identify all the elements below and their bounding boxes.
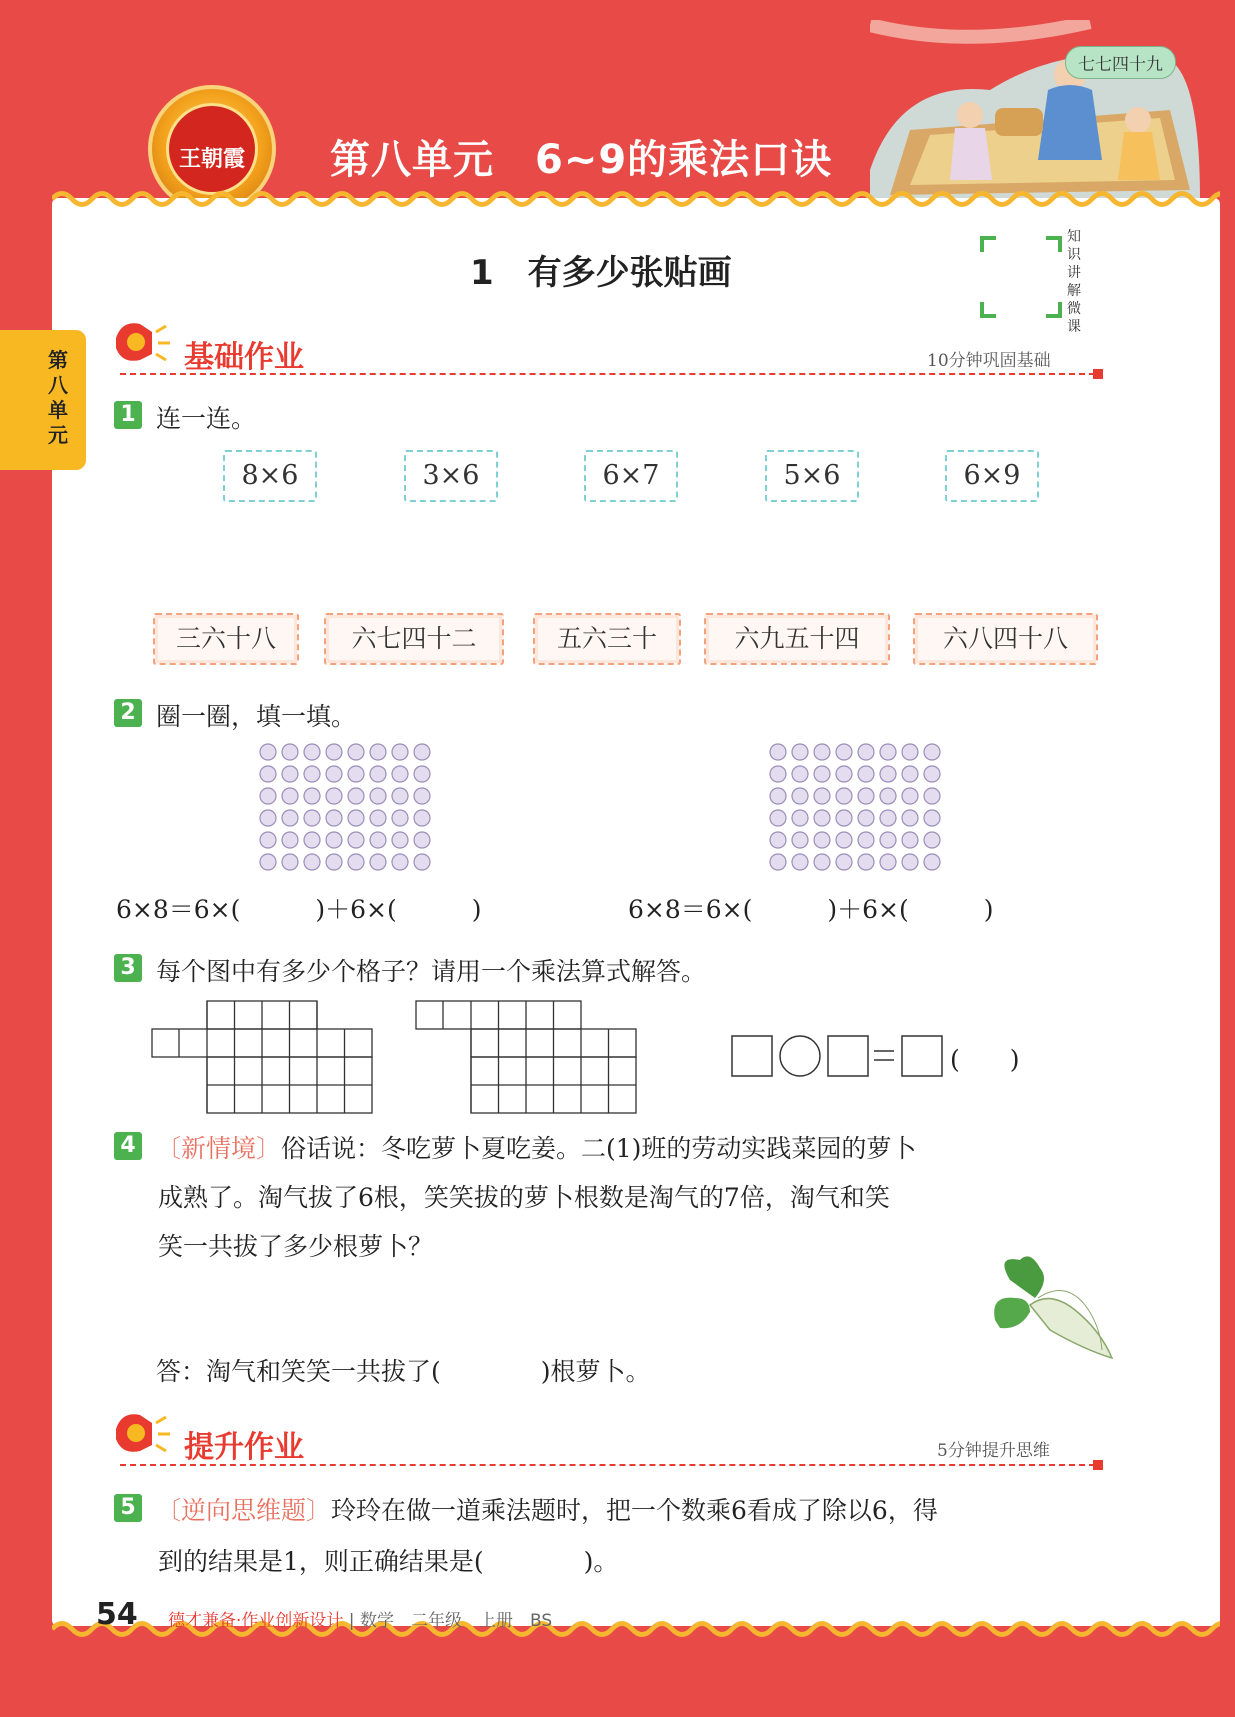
megaphone-icon bbox=[112, 318, 172, 368]
dot bbox=[924, 832, 940, 848]
dot bbox=[304, 744, 320, 760]
dot bbox=[414, 854, 430, 870]
dot bbox=[260, 766, 276, 782]
dot bbox=[304, 854, 320, 870]
dot bbox=[792, 854, 808, 870]
verse-box[interactable]: 六八四十八 bbox=[913, 613, 1098, 665]
section-advanced-divider bbox=[120, 1464, 1095, 1466]
dot bbox=[414, 788, 430, 804]
dot bbox=[414, 744, 430, 760]
dot-array[interactable] bbox=[258, 742, 432, 874]
dot bbox=[770, 854, 786, 870]
dot bbox=[814, 832, 830, 848]
dot bbox=[880, 788, 896, 804]
dot bbox=[348, 744, 364, 760]
dot bbox=[858, 744, 874, 760]
dot bbox=[792, 744, 808, 760]
dot bbox=[792, 832, 808, 848]
dot bbox=[370, 744, 386, 760]
dot bbox=[880, 766, 896, 782]
megaphone-icon bbox=[112, 1409, 172, 1459]
section-advanced-title: 提升作业 bbox=[184, 1430, 304, 1465]
dot bbox=[304, 766, 320, 782]
question-text-line[interactable]: 到的结果是1，则正确结果是( )。 bbox=[158, 1547, 619, 1576]
scene-label: 七七四十九 bbox=[1065, 46, 1176, 79]
qr-frame-icon bbox=[980, 236, 1062, 318]
dot bbox=[902, 766, 918, 782]
dot bbox=[348, 766, 364, 782]
dot bbox=[902, 810, 918, 826]
dot bbox=[326, 744, 342, 760]
dot bbox=[792, 810, 808, 826]
dot bbox=[414, 810, 430, 826]
dot bbox=[924, 854, 940, 870]
dot bbox=[326, 788, 342, 804]
dot bbox=[392, 744, 408, 760]
verse-box[interactable]: 三六十八 bbox=[153, 613, 299, 665]
dot bbox=[326, 854, 342, 870]
dot bbox=[814, 854, 830, 870]
dot bbox=[770, 832, 786, 848]
dot bbox=[304, 788, 320, 804]
equation-template[interactable] bbox=[730, 1034, 945, 1078]
grid-figure-2 bbox=[414, 1000, 638, 1114]
dot bbox=[260, 832, 276, 848]
question-text-line bbox=[156, 1129, 916, 1165]
dot bbox=[902, 832, 918, 848]
equation-left[interactable]: 6×8＝6×( )＋6×( ) bbox=[116, 895, 482, 924]
dot bbox=[282, 810, 298, 826]
verse-box[interactable]: 六七四十二 bbox=[324, 613, 504, 665]
dot bbox=[836, 854, 852, 870]
dot bbox=[924, 788, 940, 804]
dot bbox=[392, 832, 408, 848]
dot bbox=[370, 788, 386, 804]
dot bbox=[770, 744, 786, 760]
dot bbox=[902, 854, 918, 870]
dot bbox=[326, 810, 342, 826]
dot bbox=[924, 766, 940, 782]
expression-box[interactable]: 6×9 bbox=[945, 450, 1039, 502]
dot bbox=[858, 832, 874, 848]
dot bbox=[858, 788, 874, 804]
dot bbox=[370, 766, 386, 782]
dot bbox=[858, 766, 874, 782]
question-number: 3 bbox=[114, 954, 142, 982]
dot bbox=[348, 810, 364, 826]
dot bbox=[304, 832, 320, 848]
dot bbox=[814, 744, 830, 760]
question-text-line: 成熟了。淘气拔了6根，笑笑拔的萝卜根数是淘气的7倍，淘气和笑 bbox=[158, 1183, 890, 1212]
dot bbox=[370, 832, 386, 848]
dot bbox=[836, 788, 852, 804]
dot bbox=[814, 766, 830, 782]
dot bbox=[792, 766, 808, 782]
dot bbox=[836, 766, 852, 782]
book-series: 德才兼备·作业创新设计 bbox=[168, 1611, 344, 1631]
dot bbox=[260, 810, 276, 826]
section-advanced-subtitle: 5分钟提升思维 bbox=[937, 1441, 1050, 1461]
dot bbox=[348, 788, 364, 804]
dot bbox=[282, 832, 298, 848]
dot bbox=[326, 832, 342, 848]
question-number: 2 bbox=[114, 699, 142, 727]
dot bbox=[858, 810, 874, 826]
section-basic-title: 基础作业 bbox=[184, 340, 304, 375]
dot bbox=[858, 854, 874, 870]
verse-box[interactable]: 六九五十四 bbox=[704, 613, 890, 665]
dot bbox=[880, 854, 896, 870]
question-number: 5 bbox=[114, 1494, 142, 1522]
dot bbox=[260, 788, 276, 804]
question-number: 4 bbox=[114, 1132, 142, 1160]
dot bbox=[770, 766, 786, 782]
section-advanced-divider-end bbox=[1093, 1460, 1103, 1470]
micro-course-label: 知识讲解微课 bbox=[1067, 229, 1081, 335]
dot bbox=[924, 810, 940, 826]
section-basic-divider bbox=[120, 373, 1095, 375]
dot bbox=[414, 832, 430, 848]
verse-box[interactable]: 五六三十 bbox=[533, 613, 681, 665]
dot bbox=[770, 810, 786, 826]
dot bbox=[260, 744, 276, 760]
question-text: 玲玲在做一道乘法题时，把一个数乘6看成了除以6，得 bbox=[331, 1496, 938, 1525]
question-text: 俗话说：冬吃萝卜夏吃姜。二(1)班的劳动实践菜园的萝卜 bbox=[281, 1134, 917, 1163]
dot bbox=[902, 744, 918, 760]
expression-box[interactable]: 6×7 bbox=[584, 450, 678, 502]
dot bbox=[924, 744, 940, 760]
dot bbox=[348, 832, 364, 848]
dot bbox=[370, 854, 386, 870]
dot bbox=[792, 788, 808, 804]
dot bbox=[814, 810, 830, 826]
dot bbox=[392, 854, 408, 870]
section-basic-divider-end bbox=[1093, 369, 1103, 379]
side-tab bbox=[0, 330, 86, 470]
dot bbox=[880, 744, 896, 760]
dot bbox=[836, 832, 852, 848]
expression-box[interactable]: 3×6 bbox=[404, 450, 498, 502]
question-prompt: 每个图中有多少个格子？请用一个乘法算式解答。 bbox=[156, 957, 707, 986]
dot bbox=[880, 810, 896, 826]
wavy-border-top bbox=[52, 188, 1220, 210]
dot bbox=[392, 788, 408, 804]
book-subject: 数学 二年级 上册 BS bbox=[359, 1611, 553, 1631]
dot bbox=[414, 766, 430, 782]
dot bbox=[902, 788, 918, 804]
dot bbox=[348, 854, 364, 870]
side-tab-label: 第八单元 bbox=[48, 348, 68, 447]
dot bbox=[392, 766, 408, 782]
page-number: 54 bbox=[96, 1597, 138, 1632]
expression-box[interactable]: 5×6 bbox=[765, 450, 859, 502]
q4-answer[interactable]: 答：淘气和笑笑一共拔了( )根萝卜。 bbox=[156, 1357, 651, 1386]
logo-text: 王朝霞 bbox=[178, 146, 245, 172]
footer-caption: 德才兼备·作业创新设计 | 数学 二年级 上册 BS bbox=[168, 1611, 553, 1631]
dot bbox=[282, 766, 298, 782]
dot bbox=[836, 744, 852, 760]
question-text-line bbox=[156, 1491, 938, 1527]
dot bbox=[814, 788, 830, 804]
dot bbox=[282, 788, 298, 804]
dot bbox=[770, 788, 786, 804]
radish-illustration bbox=[990, 1250, 1120, 1365]
section-basic-subtitle: 10分钟巩固基础 bbox=[927, 351, 1051, 371]
lesson-title: 1 有多少张贴画 bbox=[470, 253, 732, 293]
grid-answer-blank[interactable]: ( ) bbox=[950, 1045, 1020, 1074]
question-tag: 〔逆向思维题〕 bbox=[156, 1496, 332, 1525]
dot-array[interactable] bbox=[768, 742, 942, 874]
dot bbox=[304, 810, 320, 826]
dot bbox=[836, 810, 852, 826]
dot bbox=[260, 854, 276, 870]
dot bbox=[282, 744, 298, 760]
dot bbox=[392, 810, 408, 826]
dot bbox=[326, 766, 342, 782]
dot bbox=[370, 810, 386, 826]
question-prompt: 连一连。 bbox=[156, 404, 257, 433]
grid-figure-1 bbox=[150, 1000, 374, 1114]
dot bbox=[880, 832, 896, 848]
question-number: 1 bbox=[114, 401, 142, 429]
expression-box[interactable]: 8×6 bbox=[223, 450, 317, 502]
question-text-line: 笑一共拔了多少根萝卜？ bbox=[158, 1232, 434, 1261]
unit-title: 第八单元 6~9的乘法口诀 bbox=[330, 137, 833, 183]
equation-right[interactable]: 6×8＝6×( )＋6×( ) bbox=[628, 895, 994, 924]
question-prompt: 圈一圈，填一填。 bbox=[156, 702, 357, 731]
dot bbox=[282, 854, 298, 870]
question-tag: 〔新情境〕 bbox=[156, 1134, 282, 1163]
